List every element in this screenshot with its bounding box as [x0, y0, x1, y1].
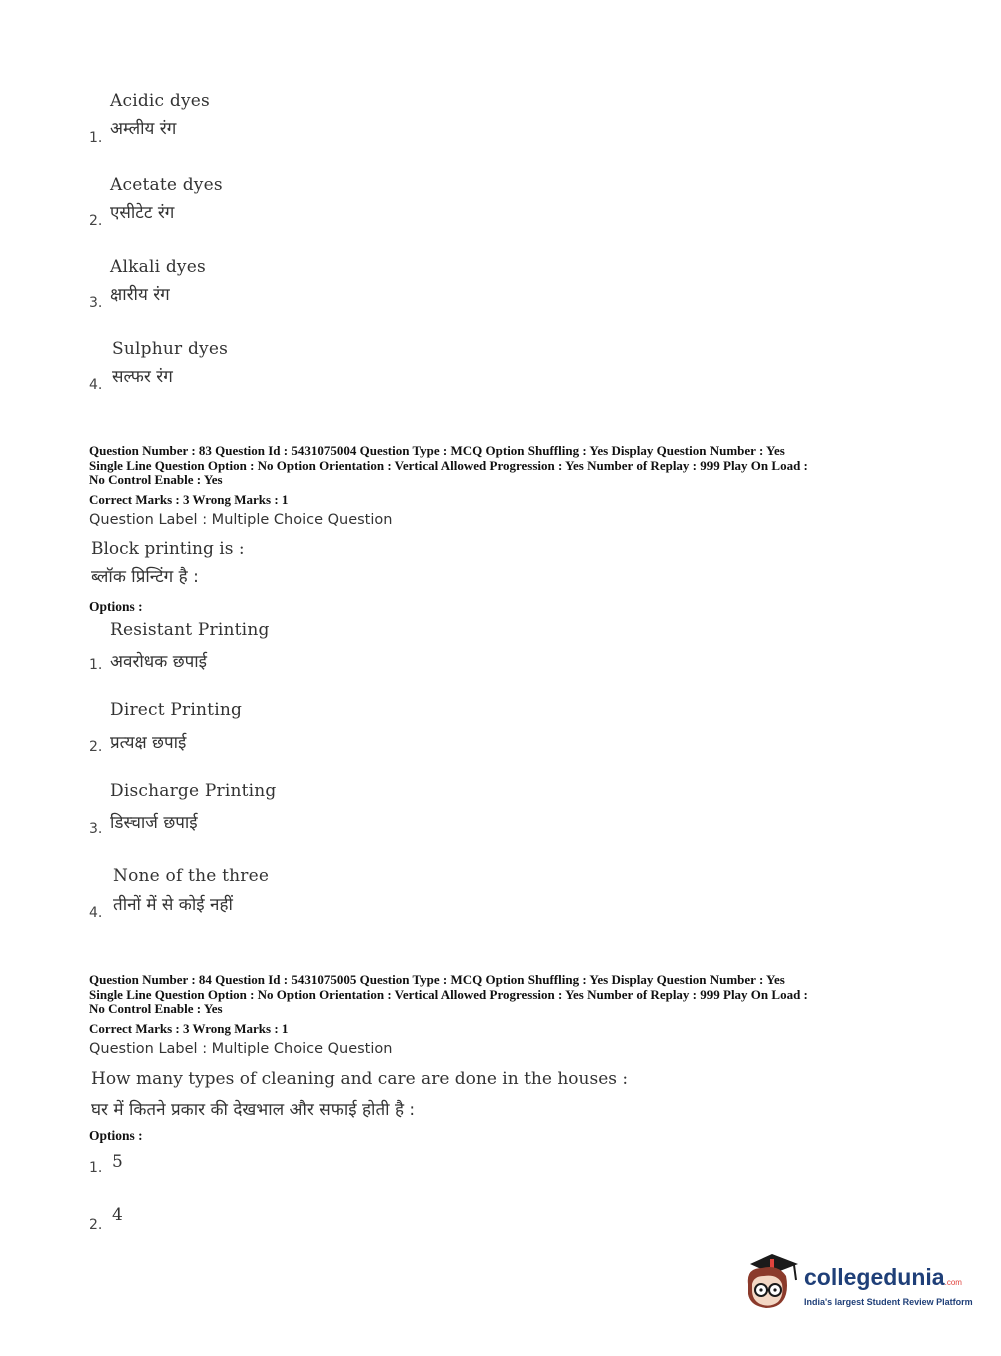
option-number: 3.	[89, 295, 103, 311]
option-text-en: Discharge Printing	[110, 781, 277, 801]
question-text-hi: घर में कितने प्रकार की देखभाल और सफाई होती है :	[91, 1100, 416, 1120]
option-text-hi: डिस्चार्ज छपाई	[110, 813, 198, 833]
question-meta-line: Single Line Question Option : No Option Orientation : Vertical Allowed Progression : Yes Number of Replay : 999 Play On Load :	[89, 987, 808, 1002]
option-number: 2.	[89, 1217, 103, 1233]
logo-wordmark	[804, 1264, 962, 1291]
option-text-en: Acetate dyes	[110, 175, 223, 195]
option-text-hi: अवरोधक छपाई	[110, 652, 208, 672]
option-text-hi: एसीटेट रंग	[110, 203, 175, 223]
option-value: 4	[112, 1205, 124, 1225]
mascot-icon	[742, 1250, 802, 1312]
collegedunia-logo	[742, 1250, 972, 1320]
option-number: 2.	[89, 213, 103, 229]
question-meta-line: Single Line Question Option : No Option Orientation : Vertical Allowed Progression : Yes Number of Replay : 999 Play On Load :	[89, 458, 808, 473]
question-marks: Correct Marks : 3 Wrong Marks : 1	[89, 492, 289, 507]
options-heading: Options :	[89, 1128, 143, 1143]
option-text-en: None of the three	[113, 866, 270, 886]
question-meta-line: Question Number : 83 Question Id : 5431075004 Question Type : MCQ Option Shuffling : Yes Display Question Number : Yes	[89, 443, 785, 458]
logo-name: collegedunia	[804, 1264, 945, 1290]
question-text-en: How many types of cleaning and care are done in the houses :	[91, 1069, 629, 1089]
option-number: 4.	[89, 377, 103, 393]
option-text-hi: क्षारीय रंग	[110, 285, 170, 305]
option-text-en: Resistant Printing	[110, 620, 270, 640]
option-text-hi: अम्लीय रंग	[110, 119, 177, 139]
option-text-en: Direct Printing	[110, 700, 243, 720]
logo-tagline: India's largest Student Review Platform	[804, 1297, 973, 1307]
question-label: Question Label : Multiple Choice Question	[89, 512, 393, 528]
option-number: 2.	[89, 739, 103, 755]
question-label: Question Label : Multiple Choice Question	[89, 1041, 393, 1057]
question-marks: Correct Marks : 3 Wrong Marks : 1	[89, 1021, 289, 1036]
question-meta-line: Question Number : 84 Question Id : 5431075005 Question Type : MCQ Option Shuffling : Yes Display Question Number : Yes	[89, 972, 785, 987]
question-meta-line: No Control Enable : Yes	[89, 1001, 223, 1016]
option-text-en: Acidic dyes	[110, 91, 210, 111]
question-text-hi: ब्लॉक प्रिन्टिंग है :	[91, 567, 199, 587]
logo-suffix: .com	[944, 1278, 962, 1287]
option-number: 4.	[89, 905, 103, 921]
option-text-hi: प्रत्यक्ष छपाई	[110, 733, 187, 753]
option-number: 3.	[89, 821, 103, 837]
option-number: 1.	[89, 1160, 103, 1176]
question-meta-line: No Control Enable : Yes	[89, 472, 223, 487]
option-text-en: Alkali dyes	[110, 257, 206, 277]
options-heading: Options :	[89, 599, 143, 614]
option-text-hi: तीनों में से कोई नहीं	[113, 895, 233, 915]
option-number: 1.	[89, 657, 103, 673]
option-value: 5	[112, 1152, 124, 1172]
option-number: 1.	[89, 130, 103, 146]
question-text-en: Block printing is :	[91, 539, 245, 559]
option-text-hi: सल्फर रंग	[112, 367, 173, 387]
option-text-en: Sulphur dyes	[112, 339, 229, 359]
